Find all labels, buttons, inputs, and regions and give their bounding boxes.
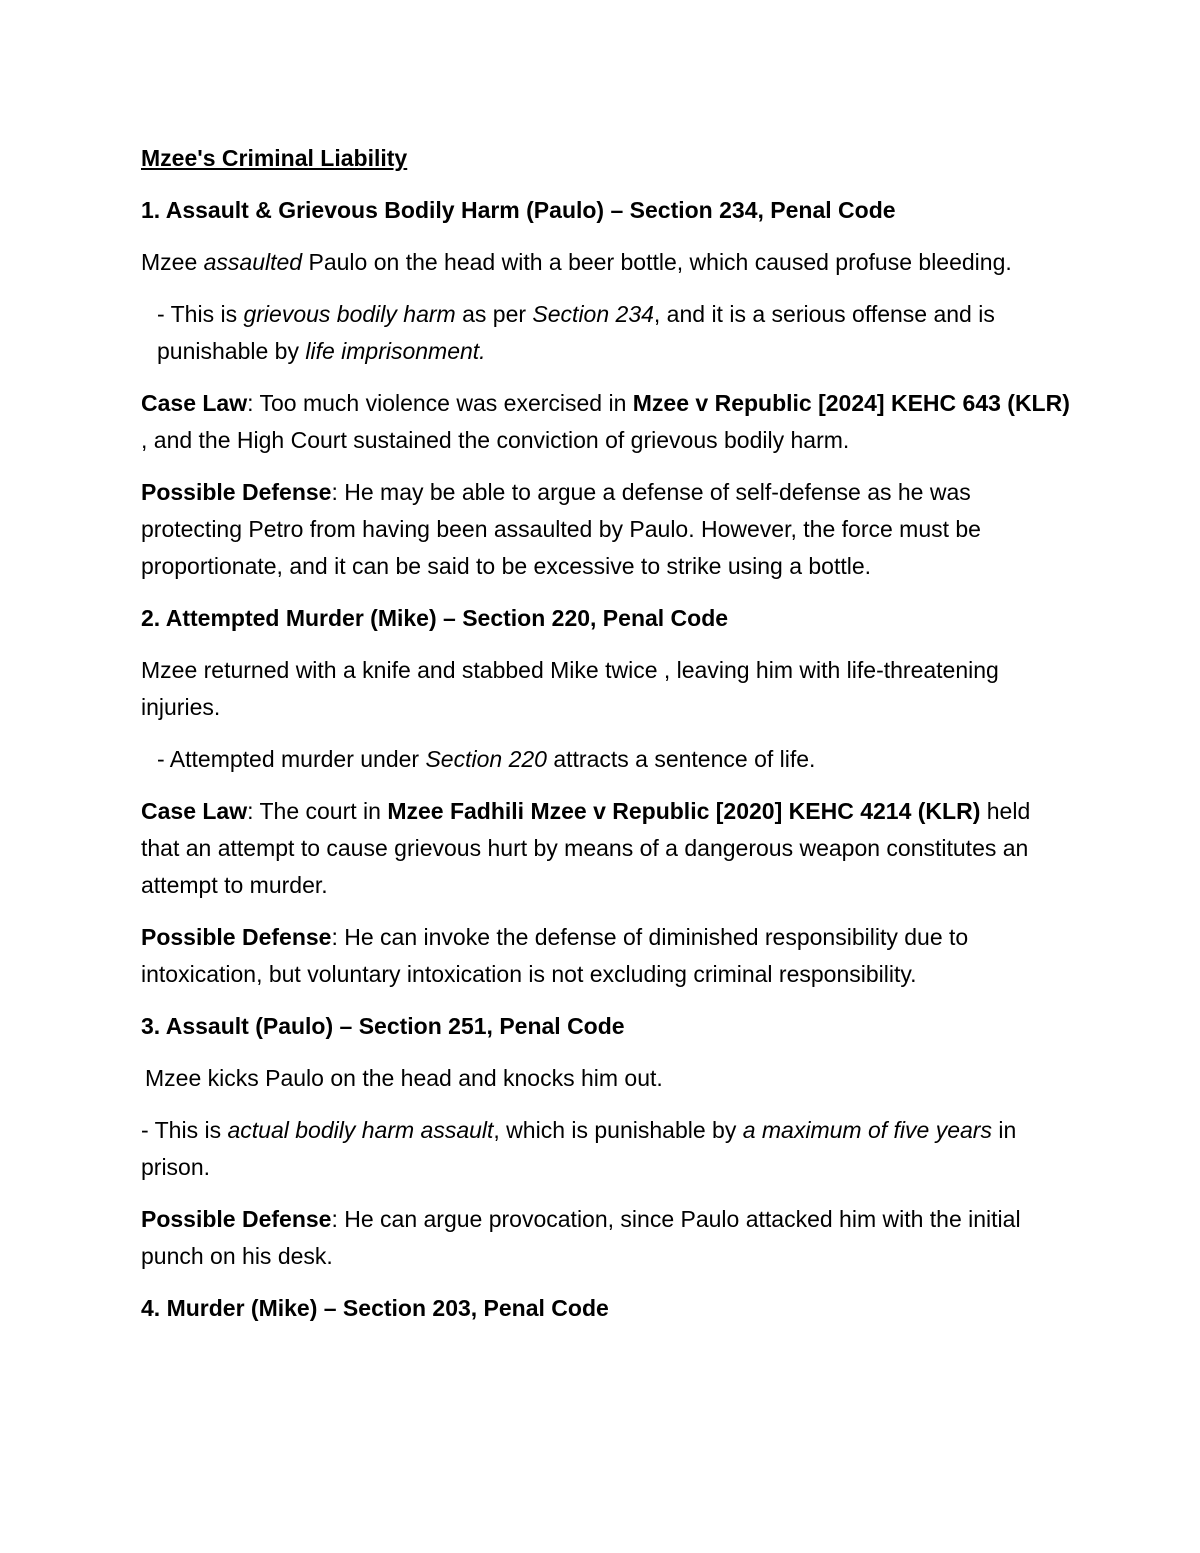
italic-text: grievous bodily harm [243, 301, 456, 327]
section-2-paragraph-1: Mzee returned with a knife and stabbed Mike twice , leaving him with life-threatening injuries. [141, 657, 999, 720]
defense-label: Possible Defense [141, 924, 332, 950]
section-4-heading: 4. Murder (Mike) – Section 203, Penal Code [141, 1295, 609, 1321]
text-run: : He may be able to argue a defense of self-defense as he was protecting Petro from having been assaulted by Paulo. However, the force must be proportionate, and it can be said to be excessive to strike using a bottle. [141, 479, 981, 579]
text-run: , which is punishable by [493, 1117, 743, 1143]
text-run: attracts a sentence of life. [546, 746, 816, 772]
text-run: in prison. [141, 1117, 1017, 1180]
section-1-heading: 1. Assault & Grievous Bodily Harm (Paulo) – Section 234, Penal Code [141, 197, 896, 223]
section-1-paragraph-2 [141, 296, 1071, 370]
text-run: - This is [141, 1117, 228, 1143]
text-run: Mzee [141, 249, 204, 275]
document-page [141, 140, 1071, 1342]
text-run: - This is [157, 301, 244, 327]
case-citation: Mzee v Republic [2024] KEHC 643 (KLR) [632, 390, 1070, 416]
italic-text: assaulted [203, 249, 303, 275]
section-3-paragraph-2 [141, 1112, 1071, 1186]
italic-text: a maximum of five years [742, 1117, 992, 1143]
case-law-label: Case Law [141, 390, 248, 416]
section-2-paragraph-2 [141, 741, 1071, 778]
text-run: , and the High Court sustained the conviction of grievous bodily harm. [141, 427, 850, 453]
text-run: : He can argue provocation, since Paulo attacked him with the initial punch on his desk. [141, 1206, 1021, 1269]
section-1-case-law [141, 385, 1071, 459]
text-run: - Attempted murder under [157, 746, 426, 772]
section-3-heading: 3. Assault (Paulo) – Section 251, Penal Code [141, 1013, 625, 1039]
section-2-defense [141, 919, 1071, 993]
case-law-label: Case Law [141, 798, 248, 824]
text-run: Paulo on the head with a beer bottle, which caused profuse bleeding. [302, 249, 1012, 275]
text-run: as per [455, 301, 533, 327]
section-3-paragraph-1: Mzee kicks Paulo on the head and knocks him out. [145, 1065, 663, 1091]
section-1-defense [141, 474, 1071, 585]
text-run: : He can invoke the defense of diminished responsibility due to intoxication, but voluntary intoxication is not excluding criminal responsibility. [141, 924, 969, 987]
text-run: : The court in [247, 798, 388, 824]
section-1-paragraph-1 [141, 244, 1071, 281]
italic-text: Section 234 [532, 301, 654, 327]
text-run: : Too much violence was exercised in [247, 390, 633, 416]
text-run: , and it is a serious offense and is punishable by [157, 301, 995, 364]
section-3-defense [141, 1201, 1071, 1275]
italic-text: actual bodily harm assault [227, 1117, 494, 1143]
section-2-case-law [141, 793, 1071, 904]
italic-text: Section 220 [425, 746, 547, 772]
case-citation: Mzee Fadhili Mzee v Republic [2020] KEHC 4214 (KLR) [387, 798, 981, 824]
document-title: Mzee's Criminal Liability [141, 145, 408, 171]
section-2-heading: 2. Attempted Murder (Mike) – Section 220, Penal Code [141, 605, 729, 631]
defense-label: Possible Defense [141, 1206, 332, 1232]
text-run: held that an attempt to cause grievous hurt by means of a dangerous weapon constitutes an attempt to murder. [141, 798, 1031, 898]
defense-label: Possible Defense [141, 479, 332, 505]
italic-text: life imprisonment. [305, 338, 486, 364]
